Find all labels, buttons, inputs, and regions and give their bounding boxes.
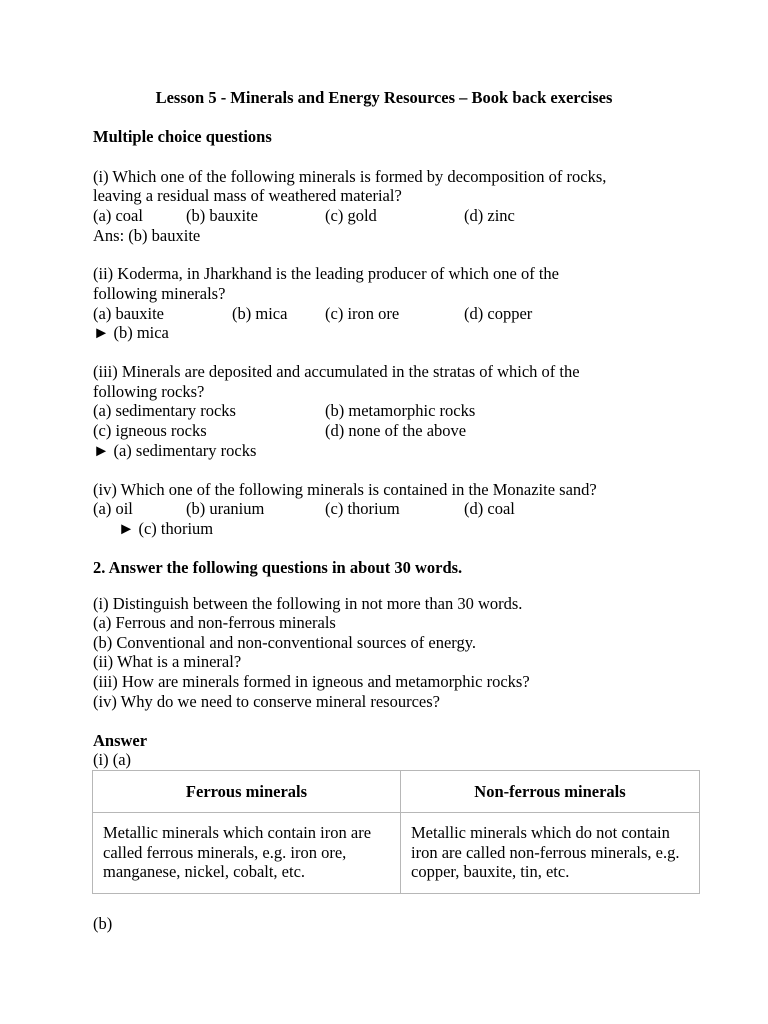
option-b: (b) uranium bbox=[186, 499, 265, 518]
question-text: (i) Distinguish between the following in not more than 30 words. bbox=[93, 594, 523, 613]
option-d: (d) none of the above bbox=[325, 421, 467, 440]
option-b: (b) metamorphic rocks bbox=[325, 401, 476, 420]
answer-line: ► (a) sedimentary rocks bbox=[93, 441, 257, 460]
option-c: (c) gold bbox=[325, 206, 377, 225]
option-b: (b) mica bbox=[232, 304, 288, 323]
section-heading-short-answer: 2. Answer the following questions in about 30 words. bbox=[93, 558, 463, 577]
answer-line: Ans: (b) bauxite bbox=[93, 226, 201, 245]
question-text: following minerals? bbox=[93, 284, 226, 303]
table-header-ferrous: Ferrous minerals bbox=[93, 771, 401, 813]
option-c: (c) iron ore bbox=[325, 304, 400, 323]
question-text: (iv) Which one of the following minerals is contained in the Monazite sand? bbox=[93, 480, 597, 499]
document-title: Lesson 5 - Minerals and Energy Resources – Book back exercises bbox=[155, 88, 613, 107]
table-header-non-ferrous: Non-ferrous minerals bbox=[401, 771, 699, 813]
option-c: (c) igneous rocks bbox=[93, 421, 207, 440]
question-text: (iv) Why do we need to conserve mineral resources? bbox=[93, 692, 440, 711]
question-text: (iii) How are minerals formed in igneous and metamorphic rocks? bbox=[93, 672, 530, 691]
option-b: (b) bauxite bbox=[186, 206, 258, 225]
option-d: (d) zinc bbox=[464, 206, 515, 225]
option-a: (a) oil bbox=[93, 499, 133, 518]
answer-line: ► (b) mica bbox=[93, 323, 169, 342]
question-text: (i) Which one of the following minerals is formed by decomposition of rocks, bbox=[93, 167, 607, 186]
answer-subheading: (i) (a) bbox=[93, 750, 132, 769]
table-cell-ferrous: Metallic minerals which contain iron are called ferrous minerals, e.g. iron ore, manganese, nickel, cobalt, etc. bbox=[93, 813, 401, 893]
question-text: leaving a residual mass of weathered material? bbox=[93, 186, 402, 205]
option-d: (d) coal bbox=[464, 499, 515, 518]
option-d: (d) copper bbox=[464, 304, 533, 323]
footer-label: (b) bbox=[93, 914, 113, 933]
comparison-table bbox=[92, 770, 700, 894]
question-text: (b) Conventional and non-conventional sources of energy. bbox=[93, 633, 477, 652]
question-text: (ii) Koderma, in Jharkhand is the leading producer of which one of the bbox=[93, 264, 559, 283]
section-heading-mcq: Multiple choice questions bbox=[93, 127, 272, 146]
question-text: following rocks? bbox=[93, 382, 205, 401]
option-a: (a) sedimentary rocks bbox=[93, 401, 236, 420]
question-text: (ii) What is a mineral? bbox=[93, 652, 242, 671]
question-text: (iii) Minerals are deposited and accumulated in the stratas of which of the bbox=[93, 362, 580, 381]
option-a: (a) bauxite bbox=[93, 304, 165, 323]
answer-heading: Answer bbox=[93, 731, 148, 750]
answer-line: ► (c) thorium bbox=[118, 519, 214, 538]
option-a: (a) coal bbox=[93, 206, 143, 225]
table-cell-non-ferrous: Metallic minerals which do not contain iron are called non-ferrous minerals, e.g. copper, bauxite, tin, etc. bbox=[411, 823, 680, 882]
option-c: (c) thorium bbox=[325, 499, 400, 518]
question-text: (a) Ferrous and non-ferrous minerals bbox=[93, 613, 336, 632]
